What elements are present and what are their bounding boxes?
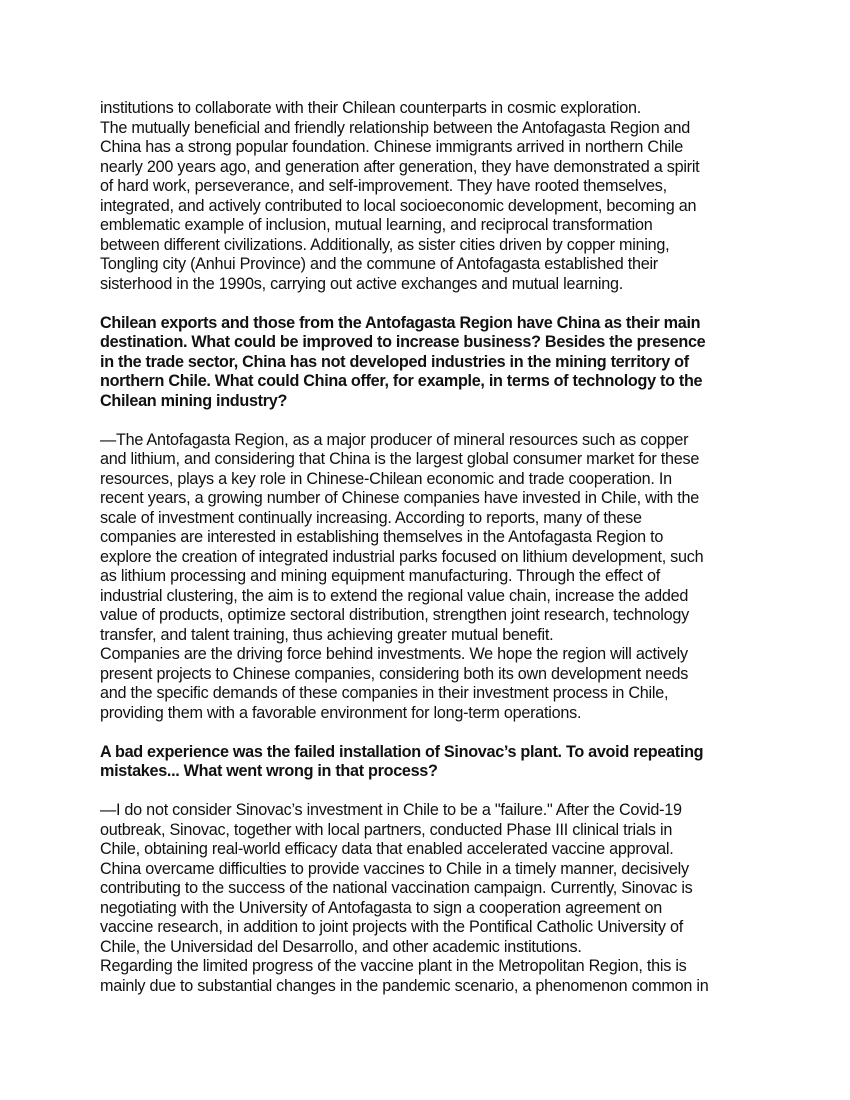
answer-line: mainly due to substantial changes in the pandemic scenario, a phenomenon common in <box>100 976 709 995</box>
answer-line: Regarding the limited progress of the vaccine plant in the Metropolitan Region, this is <box>100 957 687 975</box>
interview-answer-sinovac <box>100 801 760 996</box>
text-line: sisterhood in the 1990s, carrying out active exchanges and mutual learning. <box>100 274 623 293</box>
answer-line: providing them with a favorable environment for long-term operations. <box>100 703 582 722</box>
answer-line: —The Antofagasta Region, as a major producer of mineral resources such as copper <box>100 430 689 449</box>
question-line: mistakes... What went wrong in that process? <box>100 762 438 780</box>
text-line: China has a strong popular foundation. Chinese immigrants arrived in northern Chile <box>100 138 684 156</box>
answer-line: as lithium processing and mining equipment manufacturing. Through the effect of <box>100 567 661 585</box>
text-line: integrated, and actively contributed to local socioeconomic development, becoming an <box>100 196 697 215</box>
answer-line: transfer, and talent training, thus achieving greater mutual benefit. <box>100 625 554 644</box>
answer-line: contributing to the success of the national vaccination campaign. Currently, Sinovac is <box>100 879 693 897</box>
question-line: A bad experience was the failed installation of Sinovac’s plant. To avoid repeating <box>100 742 704 761</box>
question-line: in the trade sector, China has not developed industries in the mining territory of <box>100 352 689 371</box>
document-page <box>100 99 760 996</box>
text-line: of hard work, perseverance, and self-improvement. They have rooted themselves, <box>100 177 667 195</box>
question-line: destination. What could be improved to increase business? Besides the presence <box>100 333 706 351</box>
answer-line: outbreak, Sinovac, together with local partners, conducted Phase III clinical trials in <box>100 820 673 839</box>
question-line: Chilean exports and those from the Antofagasta Region have China as their main <box>100 313 701 332</box>
question-line: Chilean mining industry? <box>100 391 288 410</box>
answer-line: Companies are the driving force behind investments. We hope the region will actively <box>100 645 688 663</box>
answer-line: and the specific demands of these companies in their investment process in Chile, <box>100 684 669 702</box>
answer-line: recent years, a growing number of Chinese companies have invested in Chile, with the <box>100 489 699 507</box>
interview-answer-exports <box>100 431 760 724</box>
paragraph-spacer <box>100 782 760 802</box>
answer-line: resources, plays a key role in Chinese-Chilean economic and trade cooperation. In <box>100 469 672 488</box>
text-line: nearly 200 years ago, and generation after generation, they have demonstrated a spirit <box>100 157 700 176</box>
interview-question-exports <box>100 314 760 412</box>
text-line: institutions to collaborate with their Chilean counterparts in cosmic exploration. <box>100 99 641 117</box>
paragraph-spacer <box>100 411 760 431</box>
text-line: The mutually beneficial and friendly relationship between the Antofagasta Region and <box>100 118 691 137</box>
interview-question-sinovac <box>100 743 760 782</box>
answer-line: value of products, optimize sectoral distribution, strengthen joint research, technology <box>100 606 689 624</box>
answer-line: scale of investment continually increasing. According to reports, many of these <box>100 508 642 527</box>
answer-line: and lithium, and considering that China is the largest global consumer market for these <box>100 450 700 468</box>
answer-line: explore the creation of integrated industrial parks focused on lithium development, such <box>100 547 704 566</box>
answer-line: Chile, obtaining real-world efficacy data that enabled accelerated vaccine approval. <box>100 840 674 858</box>
question-line: northern Chile. What could China offer, for example, in terms of technology to the <box>100 372 703 390</box>
text-line: Tongling city (Anhui Province) and the commune of Antofagasta established their <box>100 255 658 273</box>
text-line: emblematic example of inclusion, mutual learning, and reciprocal transformation <box>100 216 653 234</box>
answer-line: industrial clustering, the aim is to extend the regional value chain, increase the added <box>100 586 689 605</box>
answer-line: present projects to Chinese companies, considering both its own development needs <box>100 664 689 683</box>
answer-line: vaccine research, in addition to joint projects with the Pontifical Catholic University of <box>100 918 684 936</box>
text-line: between different civilizations. Additionally, as sister cities driven by copper mining, <box>100 235 670 254</box>
paragraph-relationship <box>100 99 760 294</box>
paragraph-spacer <box>100 294 760 314</box>
answer-line: —I do not consider Sinovac’s investment in Chile to be a "failure." After the Covid-19 <box>100 801 682 819</box>
answer-line: negotiating with the University of Antofagasta to sign a cooperation agreement on <box>100 898 662 917</box>
answer-line: companies are interested in establishing themselves in the Antofagasta Region to <box>100 528 664 546</box>
answer-line: Chile, the Universidad del Desarrollo, and other academic institutions. <box>100 937 582 956</box>
answer-line: China overcame difficulties to provide vaccines to Chile in a timely manner, decisively <box>100 859 689 878</box>
paragraph-spacer <box>100 723 760 743</box>
